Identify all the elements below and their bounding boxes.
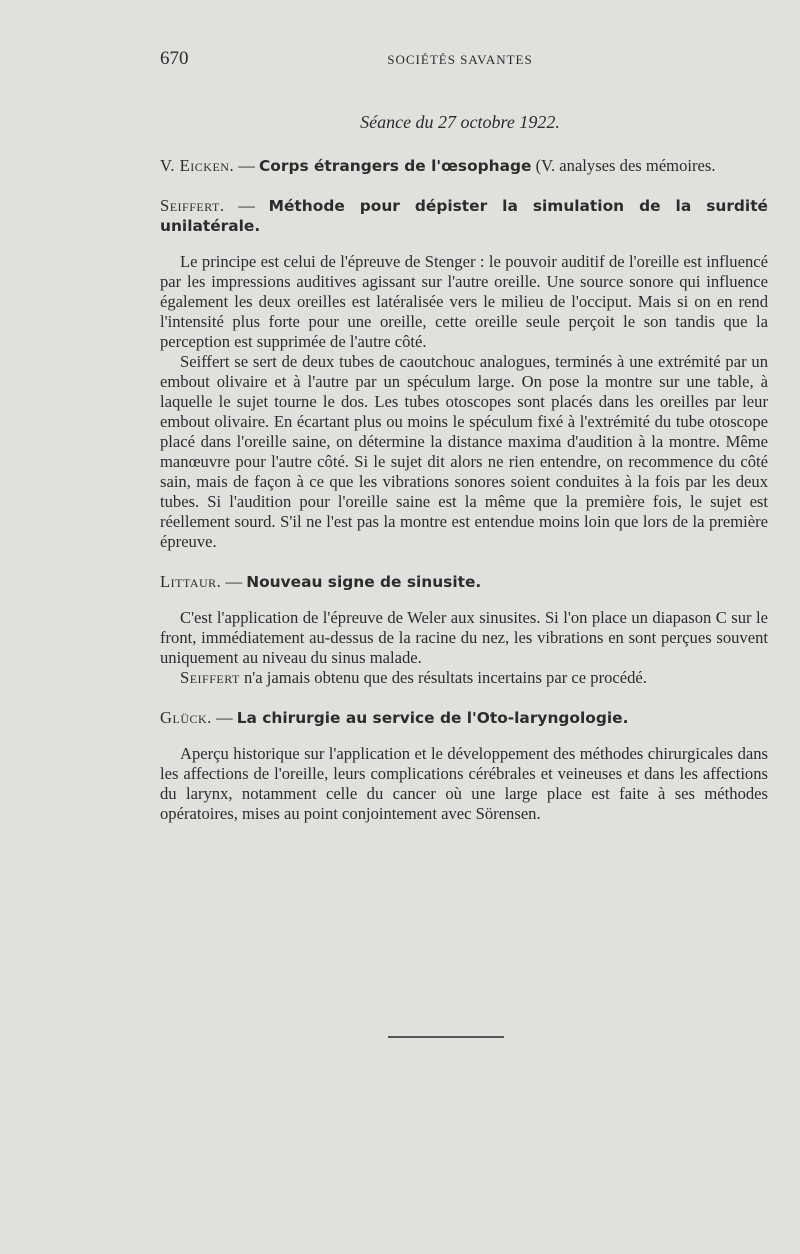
entry-dash: — bbox=[221, 572, 247, 591]
entry-title: La chirurgie au service de l'Oto-laryngologie. bbox=[236, 709, 629, 727]
entry-title: Méthode pour dépister la simulation de la surdité unilatérale. bbox=[160, 197, 768, 235]
entry-heading-littaur bbox=[160, 572, 768, 592]
page-header bbox=[160, 48, 760, 72]
remark-text: n'a jamais obtenu que des résultats incertains par ce procédé. bbox=[239, 668, 647, 687]
remark-paragraph bbox=[160, 668, 768, 688]
running-title: SOCIÉTÉS SAVANTES bbox=[387, 52, 533, 67]
paragraph: Aperçu historique sur l'application et le développement des méthodes chirurgicales dans les affections de l'oreille, leurs complications cérébrales et veineuses et dans les affections du larynx, notamment celle du cancer où une large place est faite à ses méthodes opératoires, mises au point conjointement avec Sörensen. bbox=[160, 744, 768, 823]
entry-heading-seiffert bbox=[160, 196, 768, 236]
entry-author: Seiffert. bbox=[160, 196, 225, 215]
paragraph: C'est l'application de l'épreuve de Weler aux sinusites. Si l'on place un diapason C sur le front, immédiatement au-dessus de la racine du nez, les vibrations en sont perçues souvent uniquement au niveau du sinus malade. bbox=[160, 608, 768, 667]
entry-dash: — bbox=[234, 156, 259, 175]
entry-title: Corps étrangers de l'œsophage bbox=[258, 157, 532, 175]
entry-note: (V. analyses des mémoires. bbox=[531, 156, 716, 175]
paragraph: Le principe est celui de l'épreuve de Stenger : le pouvoir auditif de l'oreille est influencé par les impressions auditives agissant sur l'autre oreille. Une source sonore qui influence également les deux oreilles est latéralisée vers le milieu de l'occiput. Mais si on en rend l'intensité plus forte pour une oreille, cette oreille seule perçoit le son tandis que la perception est supprimée de l'autre côté. bbox=[160, 252, 768, 351]
session-title: Séance du 27 octobre 1922. bbox=[360, 112, 560, 132]
page-number: 670 bbox=[160, 48, 189, 69]
entry-dash: — bbox=[211, 708, 237, 727]
entry-heading-eicken bbox=[160, 156, 768, 176]
entry-author: Glück. bbox=[160, 708, 212, 727]
remark-author: Seiffert bbox=[180, 668, 240, 687]
entry-dash: — bbox=[224, 196, 269, 215]
entry-heading-gluck bbox=[160, 708, 768, 728]
entry-author: V. Eicken. bbox=[160, 156, 235, 175]
entry-title: Nouveau signe de sinusite. bbox=[246, 573, 482, 591]
article-body bbox=[160, 156, 768, 824]
entry-author: Littaur. bbox=[160, 572, 222, 591]
paragraph: Seiffert se sert de deux tubes de caoutchouc analogues, terminés à une extrémité par un embout olivaire et à l'autre par un spéculum large. On pose la montre sur une table, à laquelle le sujet tourne le dos. Les tubes otoscopes sont placés dans les oreilles par leur embout olivaire. En écartant plus ou moins le spéculum fixé à l'extrémité du tube otoscope placé dans l'oreille saine, on détermine la distance maxima d'audition à la montre. Même manœuvre pour l'autre côté. Si le sujet dit alors ne rien entendre, on recommence du côté sain, mais de façon à ce que les vibrations sonores soient conduites à la fois par les deux tubes. Si l'audition pour l'oreille saine est la même que la première fois, le sujet est réellement sourd. S'il ne l'est pas la montre est entendue moins loin que lors de la première épreuve. bbox=[160, 352, 768, 551]
end-rule bbox=[388, 1036, 504, 1038]
